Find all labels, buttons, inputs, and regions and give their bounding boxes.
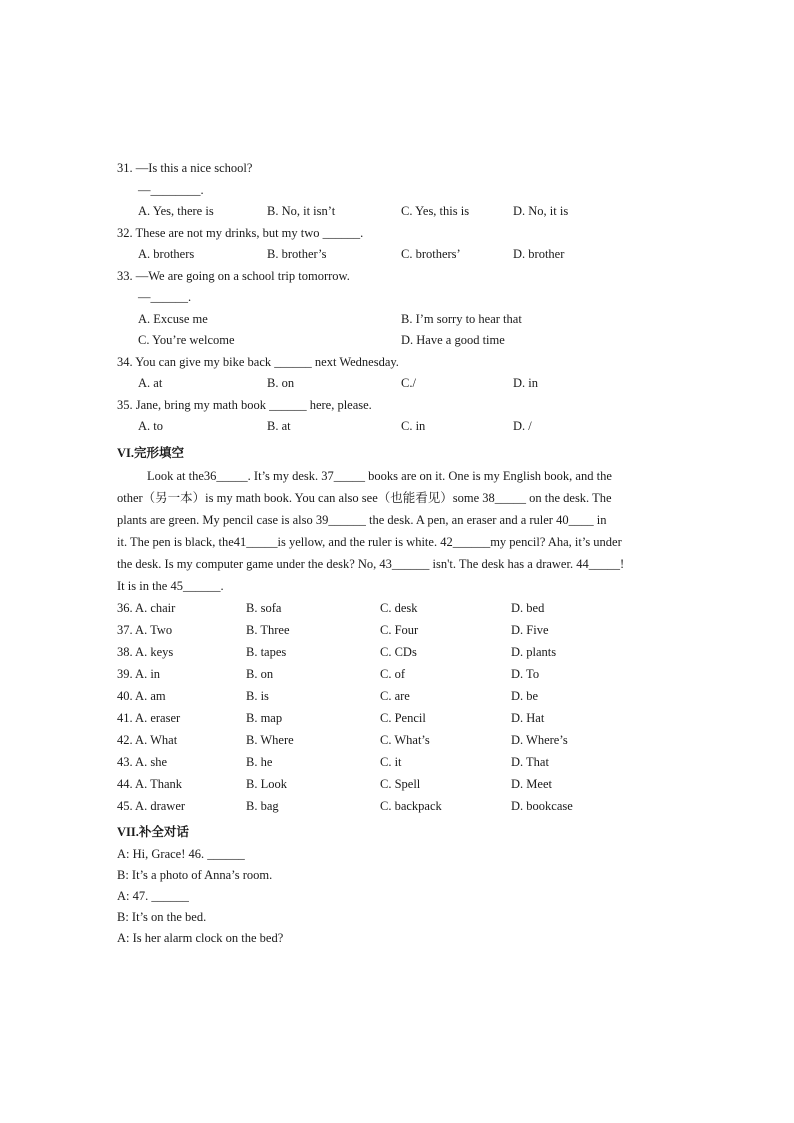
option-b: B. on <box>267 376 295 390</box>
cloze-passage <box>117 465 677 597</box>
passage-line: it. The pen is black, the41_____is yellow, and the ruler is white. 42______my pencil? Aha, it’s under <box>117 534 622 549</box>
option-b: B. sofa <box>246 600 282 615</box>
option-b: B. on <box>246 666 274 681</box>
option-a: 45. A. drawer <box>117 798 186 813</box>
dialogue-line: A: Hi, Grace! 46. ______ <box>117 846 245 861</box>
option-d: D. bookcase <box>511 798 573 813</box>
option-a: 41. A. eraser <box>117 710 181 725</box>
option-d: D. plants <box>511 644 557 659</box>
option-a: 38. A. keys <box>117 644 174 659</box>
cloze-heading: VI.完形填空 <box>117 445 185 460</box>
option-b: B. Where <box>246 732 294 747</box>
option-a: A. Excuse me <box>138 311 208 326</box>
cloze-question-row <box>117 707 677 729</box>
option-a: 43. A. she <box>117 754 167 769</box>
option-d: D. To <box>511 666 540 681</box>
cloze-question-row <box>117 619 677 641</box>
option-c: C. desk <box>380 600 418 615</box>
cloze-question-row <box>117 663 677 685</box>
option-a: 42. A. What <box>117 732 178 747</box>
option-c: C./ <box>401 376 416 390</box>
option-b: B. brother’s <box>267 247 327 261</box>
option-d: D. Five <box>511 622 549 637</box>
option-c: C. What’s <box>380 732 430 747</box>
option-d: D. Have a good time <box>401 333 505 347</box>
question-33-options-row2 <box>117 330 677 352</box>
option-c: C. You’re welcome <box>138 333 235 347</box>
option-c: C. it <box>380 754 402 769</box>
option-c: C. Yes, this is <box>401 204 470 218</box>
passage-line: It is in the 45______. <box>117 578 224 593</box>
question-33-options-row1 <box>117 309 677 331</box>
option-c: C. Pencil <box>380 710 426 725</box>
question-33-answer-line: —______. <box>138 290 192 304</box>
option-c: C. Spell <box>380 776 421 791</box>
option-a: 40. A. am <box>117 688 166 703</box>
option-b: B. he <box>246 754 273 769</box>
dialogue-lines <box>117 844 677 949</box>
option-a: A. brothers <box>138 247 195 261</box>
option-d: D. No, it is <box>513 204 569 218</box>
option-c: C. in <box>401 419 426 433</box>
dialogue-heading: VII.补全对话 <box>117 824 189 839</box>
option-b: B. tapes <box>246 644 287 659</box>
cloze-question-row <box>117 685 677 707</box>
passage-line: other（另一本）is my math book. You can also see（也能看见）some 38_____ on the desk. The <box>117 490 612 505</box>
dialogue-line: A: Is her alarm clock on the bed? <box>117 930 284 945</box>
passage-line: plants are green. My pencil case is also 39______ the desk. A pen, an eraser and a ruler 40____ in <box>117 512 607 527</box>
question-35-stem: 35. Jane, bring my math book ______ here, please. <box>117 397 372 412</box>
question-35-options <box>117 416 677 438</box>
passage-line: the desk. Is my computer game under the desk? No, 43______ isn't. The desk has a drawer. 44_____! <box>117 556 625 571</box>
option-d: D. That <box>511 754 549 769</box>
option-a: 37. A. Two <box>117 622 173 637</box>
question-33-stem: 33. —We are going on a school trip tomorrow. <box>117 268 350 283</box>
option-b: B. I’m sorry to hear that <box>401 311 522 326</box>
option-c: C. of <box>380 666 405 681</box>
option-d: D. Meet <box>511 776 552 791</box>
question-32-options <box>117 244 677 266</box>
option-b: B. at <box>267 419 291 433</box>
option-a: A. at <box>138 376 163 390</box>
option-d: D. brother <box>513 247 565 261</box>
option-b: B. bag <box>246 798 279 813</box>
question-32-stem: 32. These are not my drinks, but my two ______. <box>117 225 364 240</box>
option-d: D. in <box>513 376 538 390</box>
cloze-question-row <box>117 795 677 817</box>
cloze-question-row <box>117 641 677 663</box>
option-d: D. Hat <box>511 710 545 725</box>
option-a: 36. A. chair <box>117 600 176 615</box>
option-d: D. bed <box>511 600 545 615</box>
option-a: 44. A. Thank <box>117 776 183 791</box>
question-31-answer-line: —________. <box>138 182 204 197</box>
option-a: A. Yes, there is <box>138 204 214 218</box>
cloze-question-row <box>117 729 677 751</box>
worksheet-page <box>117 158 677 949</box>
option-d: D. be <box>511 688 539 703</box>
cloze-question-row <box>117 773 677 795</box>
option-c: C. CDs <box>380 644 417 659</box>
option-c: C. backpack <box>380 798 442 813</box>
cloze-question-row <box>117 597 677 619</box>
dialogue-line: B: It’s on the bed. <box>117 909 207 924</box>
option-b: B. Three <box>246 622 290 637</box>
option-a: 39. A. in <box>117 666 161 681</box>
option-d: D. / <box>513 419 532 433</box>
option-c: C. are <box>380 688 410 703</box>
cloze-question-row <box>117 751 677 773</box>
option-a: A. to <box>138 419 163 433</box>
option-c: C. Four <box>380 622 419 637</box>
option-b: B. is <box>246 688 269 703</box>
question-34-options <box>117 373 677 395</box>
dialogue-line: B: It’s a photo of Anna’s room. <box>117 867 273 882</box>
option-b: B. Look <box>246 776 287 791</box>
dialogue-line: A: 47. ______ <box>117 888 189 903</box>
option-b: B. map <box>246 710 283 725</box>
cloze-questions <box>117 597 677 817</box>
question-31-options <box>117 201 677 223</box>
question-34-stem: 34. You can give my bike back ______ next Wednesday. <box>117 354 399 369</box>
option-c: C. brothers’ <box>401 247 461 261</box>
option-d: D. Where’s <box>511 732 568 747</box>
question-31-stem: 31. —Is this a nice school? <box>117 161 253 175</box>
passage-line: Look at the36_____. It’s my desk. 37_____ books are on it. One is my English book, and the <box>147 468 612 483</box>
option-b: B. No, it isn’t <box>267 204 336 218</box>
